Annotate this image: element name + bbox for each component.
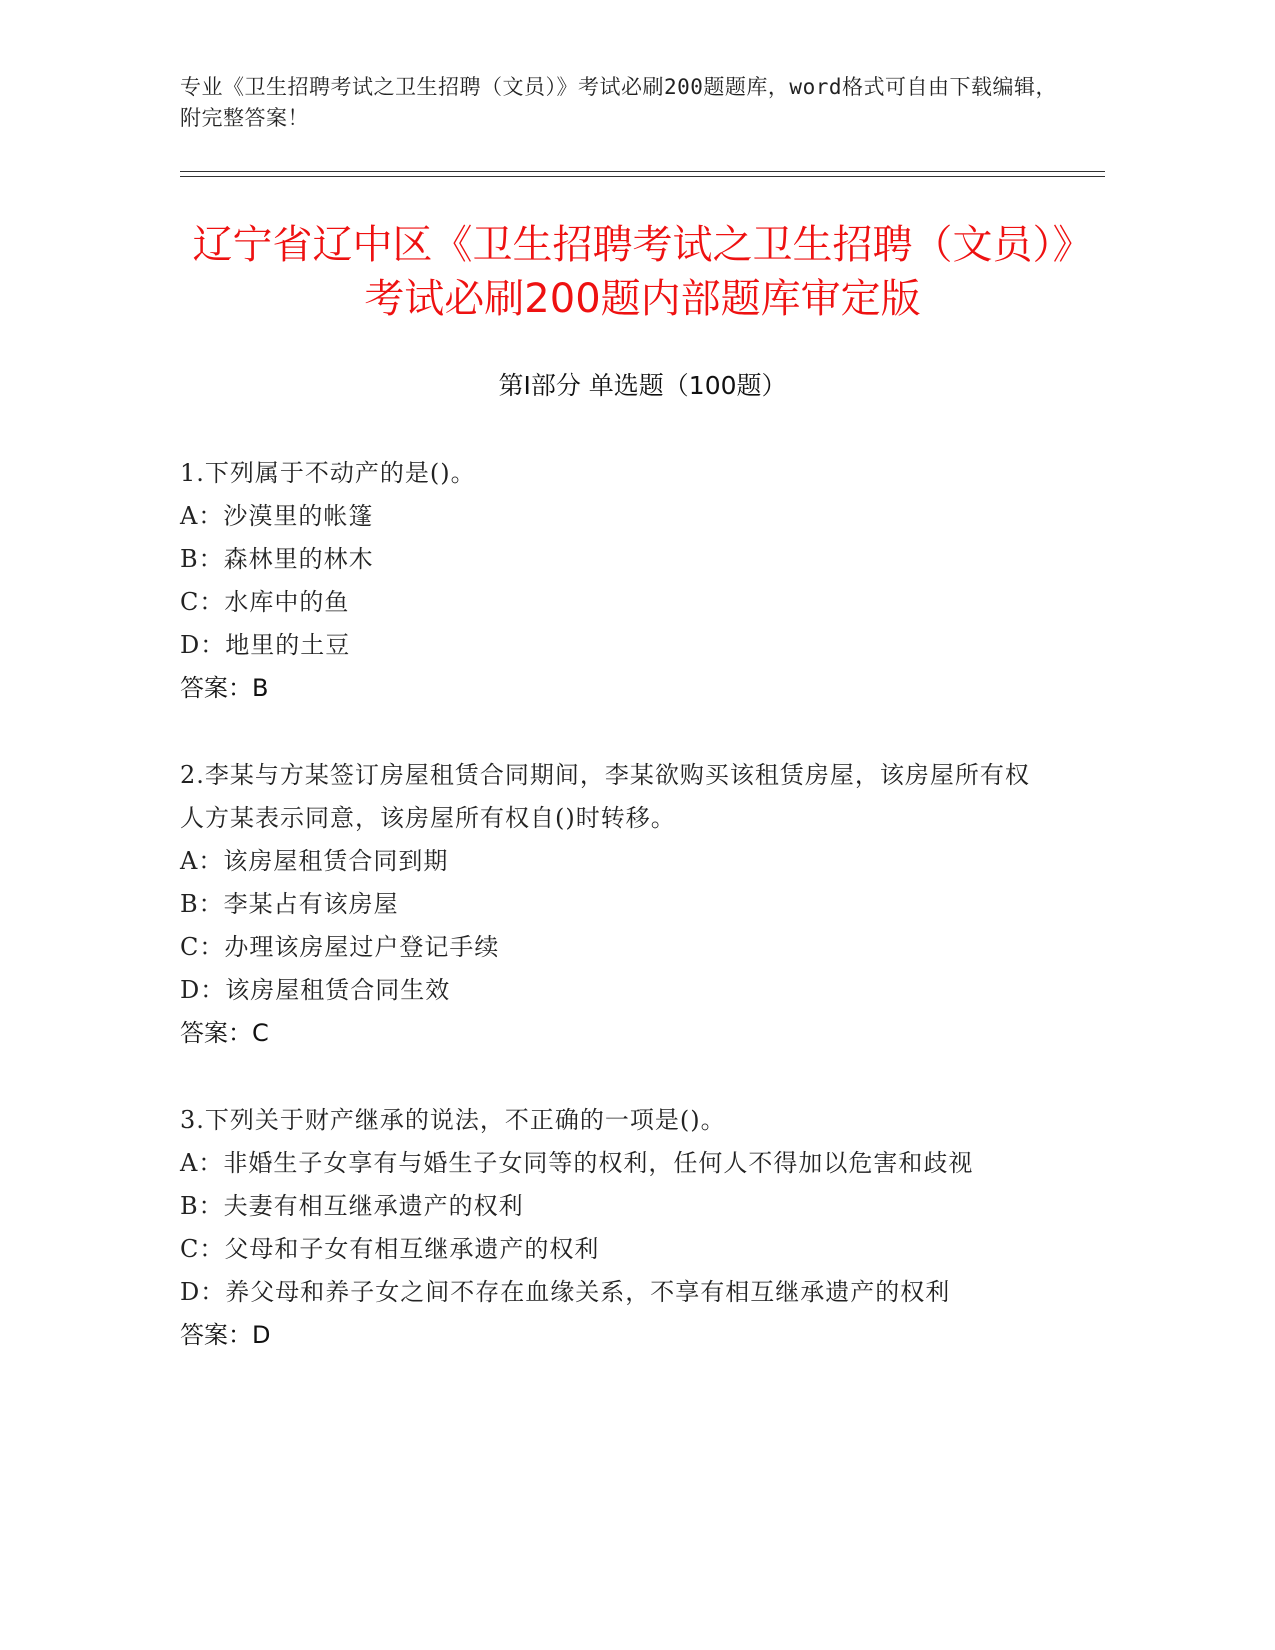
answer: 答案：D — [180, 1321, 271, 1349]
document-title: 辽宁省辽中区《卫生招聘考试之卫生招聘（文员）》考试必刷200题内部题库审定版 — [192, 222, 1093, 322]
question-text: 1.下列属于不动产的是()。 — [180, 459, 476, 487]
question-list — [180, 452, 1040, 1401]
question-3 — [180, 1099, 1040, 1357]
option-c: C：办理该房屋过户登记手续 — [180, 933, 500, 961]
question-text: 3.下列关于财产继承的说法，不正确的一项是()。 — [180, 1106, 726, 1134]
answer: 答案：C — [180, 1019, 269, 1047]
question-2 — [180, 754, 1040, 1055]
option-d: D：地里的土豆 — [180, 631, 351, 659]
option-d: D：该房屋租赁合同生效 — [180, 976, 451, 1004]
section-title: 第Ⅰ部分 单选题（100题） — [498, 371, 787, 400]
option-b: B：森林里的林木 — [180, 545, 374, 573]
option-c: C：父母和子女有相互继承遗产的权利 — [180, 1235, 600, 1263]
option-a: A：非婚生子女享有与婚生子女同等的权利，任何人不得加以危害和歧视 — [180, 1149, 974, 1177]
question-text: 2.李某与方某签订房屋租赁合同期间，李某欲购买该租赁房屋，该房屋所有权人方某表示同意，该房屋所有权自()时转移。 — [180, 761, 1030, 832]
option-a: A：沙漠里的帐篷 — [180, 502, 374, 530]
header-divider-top — [180, 171, 1105, 172]
header-note: 专业《卫生招聘考试之卫生招聘（文员）》考试必刷200题题库，word格式可自由下载编辑，附完整答案！ — [180, 75, 1057, 130]
option-c: C：水库中的鱼 — [180, 588, 350, 616]
header-divider-bottom — [180, 176, 1105, 177]
option-b: B：李某占有该房屋 — [180, 890, 399, 918]
question-1 — [180, 452, 1040, 710]
answer: 答案：B — [180, 674, 269, 702]
option-b: B：夫妻有相互继承遗产的权利 — [180, 1192, 524, 1220]
option-a: A：该房屋租赁合同到期 — [180, 847, 449, 875]
option-d: D：养父母和养子女之间不存在血缘关系，不享有相互继承遗产的权利 — [180, 1278, 951, 1306]
